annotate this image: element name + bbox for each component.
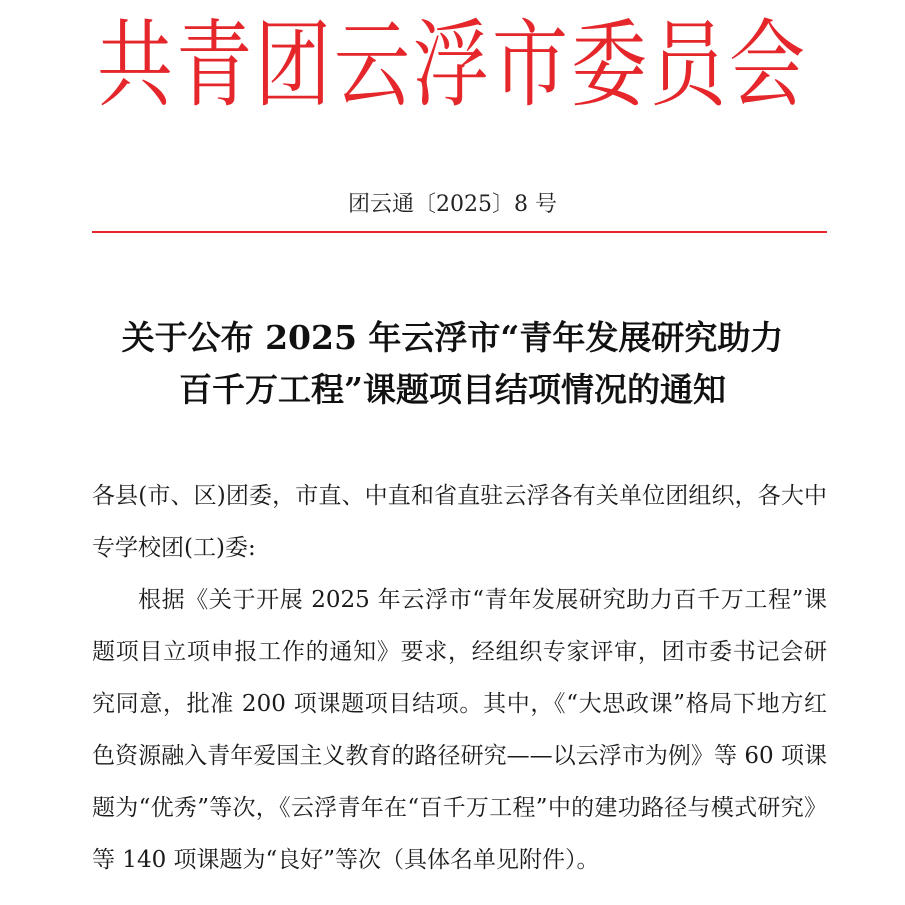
title-line-2: 百千万工程”课题项目结项情况的通知 [179, 370, 726, 409]
document-title [60, 312, 845, 416]
red-divider [92, 231, 827, 233]
document-body [92, 470, 827, 886]
document-number: 团云通〔2025〕8 号 [348, 192, 557, 217]
body-paragraph-1: 根据《关于开展 2025 年云浮市“青年发展研究助力百千万工程”课题项目立项申报工作的通知》要求，经组织专家评审，团市委书记会研究同意，批准 200 项课题项目结项。其中，《“大思政课”格局下地方红色资源融入青年爱国主义教育的路径研究——以云浮市为例》等 60 项课题为“优秀”等次，《云浮青年在“百千万工程”中的建功路径与模式研究》等 140 项课题为“良好”等次（具体名单见附件）。 [92, 587, 827, 873]
organization-name: 共青团云浮市委员会 [97, 8, 808, 120]
masthead [0, 0, 905, 130]
title-line-1: 关于公布 2025 年云浮市“青年发展研究助力 [121, 318, 784, 357]
addressee: 各县(市、区)团委，市直、中直和省直驻云浮各有关单位团组织，各大中专学校团(工)委: [92, 483, 827, 561]
